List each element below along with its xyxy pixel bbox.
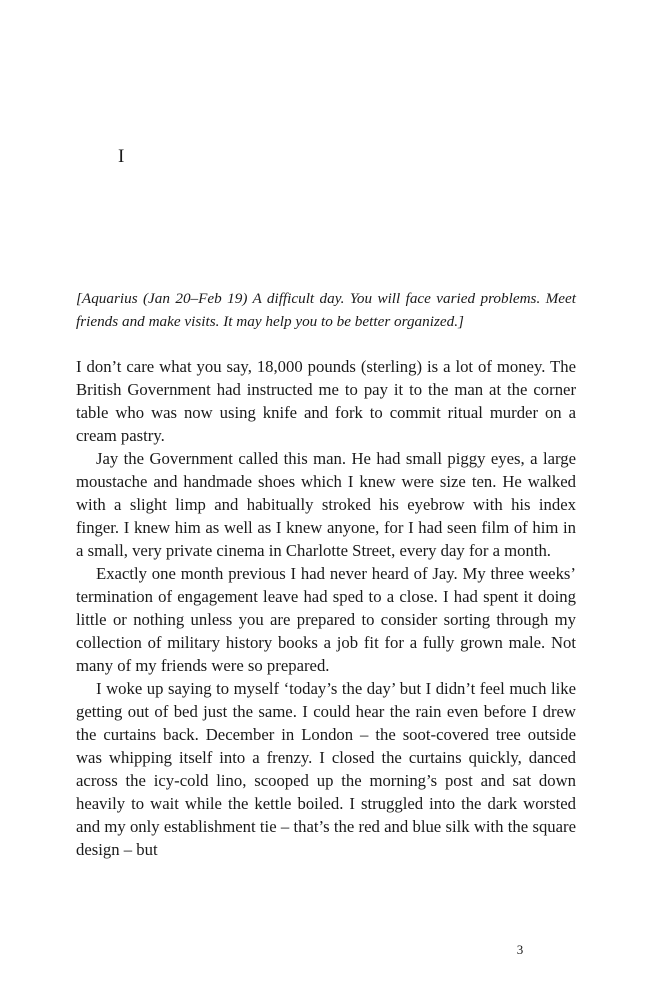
chapter-number: I — [118, 146, 125, 167]
paragraph-4: I woke up saying to myself ‘today’s the day’ but I didn’t feel much like getting out of bed just the same. I could hear the rain even before I drew the curtains back. December in London – the soot-covered tree outside was whipping itself into a frenzy. I closed the curtains quickly, danced across the icy-cold lino, scooped up the morning’s post and sat down heavily to wait while the kettle boiled. I struggled into the dark worsted and my only establishment tie – that’s the red and blue silk with the square design – but — [76, 679, 576, 859]
epigraph-horoscope: [Aquarius (Jan 20–Feb 19) A difficult day. You will face varied problems. Meet friends and make visits. It may help you to be better organized.] — [76, 290, 576, 330]
paragraph-3: Exactly one month previous I had never heard of Jay. My three weeks’ termination of engagement leave had sped to a close. I had spent it doing little or nothing unless you are prepared to consider sorting through my collection of military history books a job fit for a fully grown male. Not many of my friends were so prepared. — [76, 564, 576, 675]
page-number: 3 — [516, 942, 524, 957]
body-text — [76, 355, 576, 861]
paragraph-2: Jay the Government called this man. He had small piggy eyes, a large moustache and handmade shoes which I knew were size ten. He walked with a slight limp and habitually stroked his eyebrow with his index finger. I knew him as well as I knew anyone, for I had seen film of him in a small, very private cinema in Charlotte Street, every day for a month. — [76, 449, 576, 560]
paragraph-1: I don’t care what you say, 18,000 pounds (sterling) is a lot of money. The British Government had instructed me to pay it to the man at the corner table who was now using knife and fork to commit ritual murder on a cream pastry. — [76, 357, 576, 445]
